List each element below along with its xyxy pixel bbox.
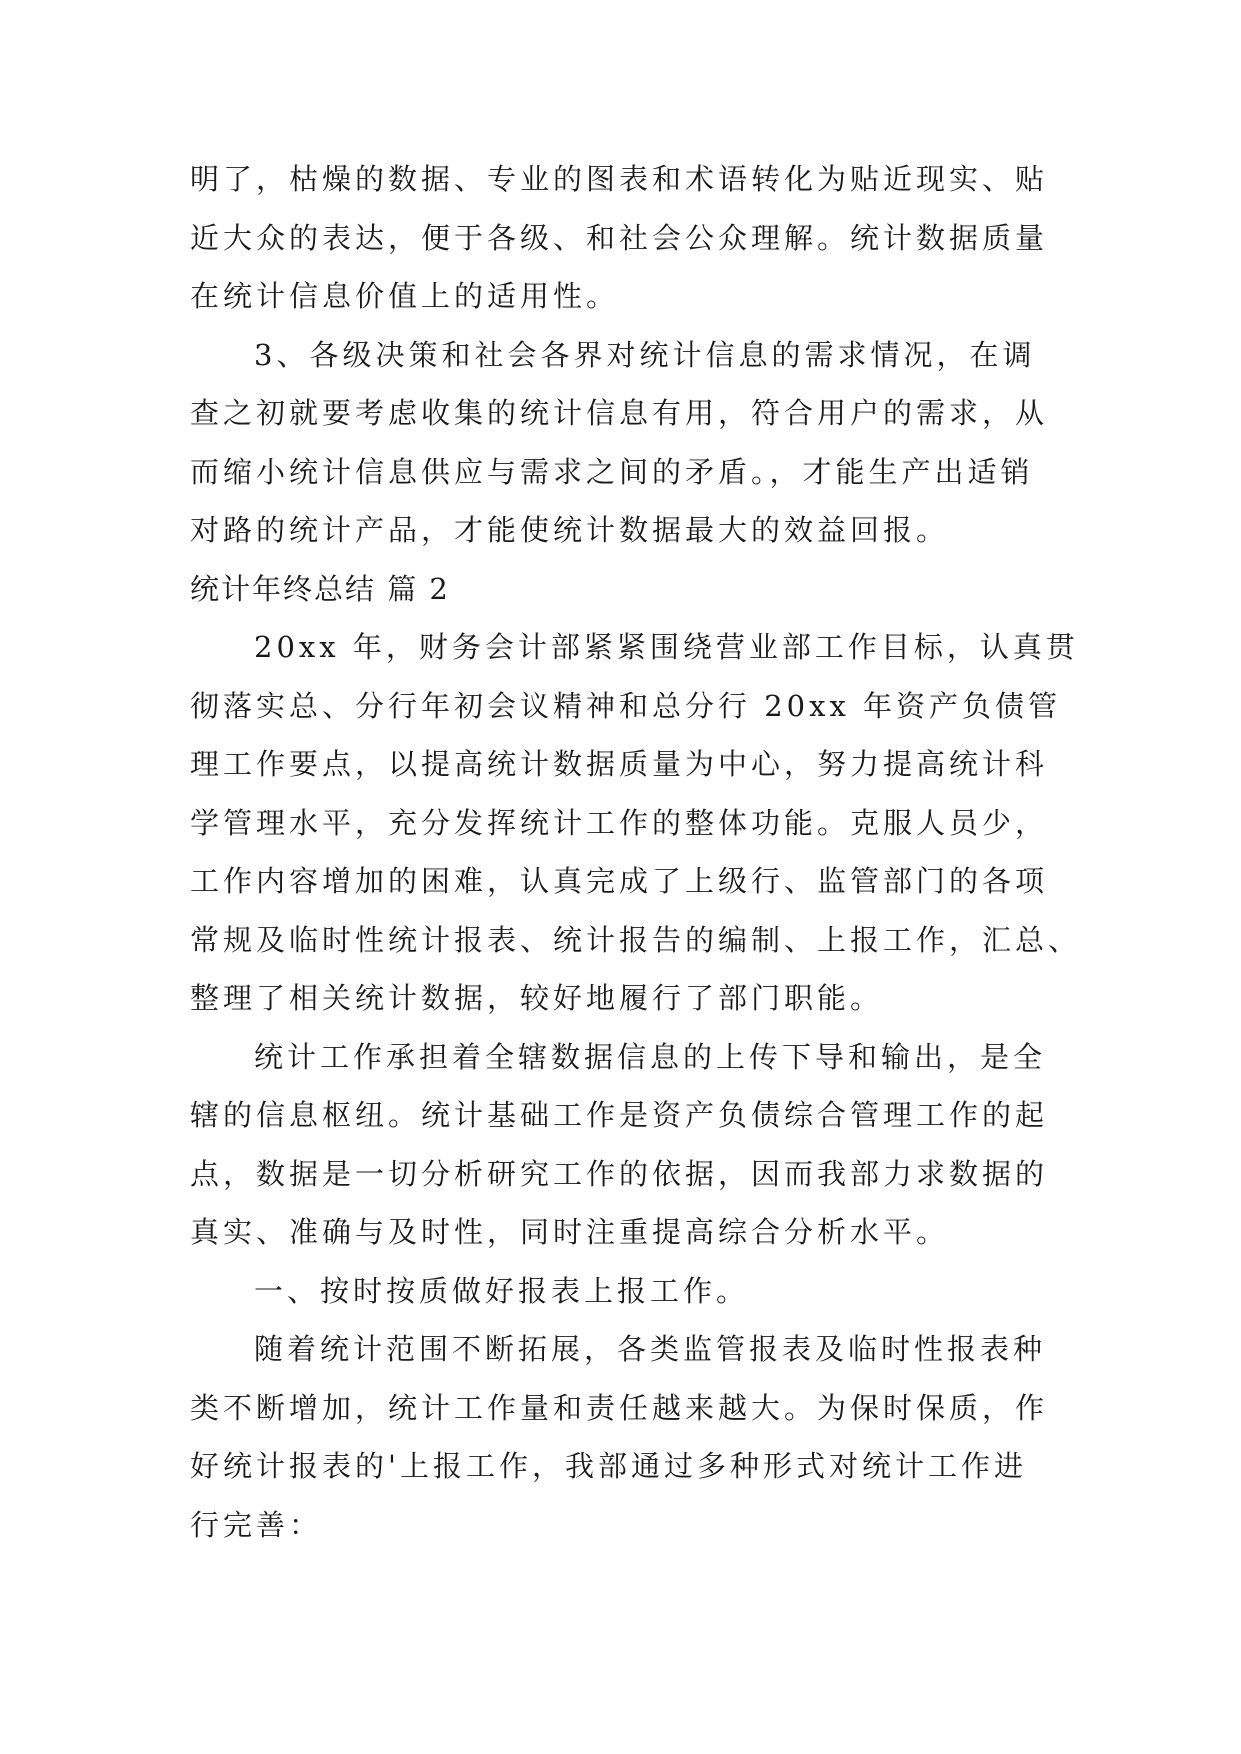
text-line: 近大众的表达，便于各级、和社会公众理解。统计数据质量: [190, 220, 1049, 255]
text-line: 辖的信息枢纽。统计基础工作是资产负债综合管理工作的起: [190, 1098, 1049, 1132]
text-line: 20xx 年，财务会计部紧紧围绕营业部工作目标，认真贯: [254, 630, 1079, 664]
text-line: 整理了相关统计数据，较好地履行了部门职能。: [190, 981, 884, 1015]
paragraph-intro: [190, 618, 1082, 1028]
text-line: 好统计报表的'上报工作，我部通过多种形式对统计工作进: [190, 1449, 1027, 1483]
text-line: 一、按时按质做好报表上报工作。: [254, 1273, 750, 1308]
document-body: [190, 150, 1082, 1554]
text-line: 行完善：: [190, 1507, 323, 1542]
text-line: 类不断增加，统计工作量和责任越来越大。为保时保质，作: [190, 1390, 1049, 1425]
text-line: 点，数据是一切分析研究工作的依据，因而我部力求数据的: [190, 1156, 1049, 1191]
paragraph-continuation: [190, 150, 1060, 326]
paragraph-subheading-one: [190, 1262, 1060, 1321]
section-heading-text: 统计年终总结 篇 2: [190, 571, 450, 606]
section-heading: [190, 560, 1060, 619]
text-line: 随着统计范围不断拓展，各类监管报表及临时性报表种: [254, 1332, 1047, 1366]
paragraph-statistics-role: [190, 1028, 1060, 1262]
text-line: 理工作要点，以提高统计数据质量为中心，努力提高统计科: [190, 747, 1049, 781]
text-line: 彻落实总、分行年初会议精神和总分行 20xx 年资产负债管: [190, 688, 1062, 723]
paragraph-item-3: [190, 326, 1060, 560]
paragraph-reporting: [190, 1320, 1060, 1554]
text-line: 而缩小统计信息供应与需求之间的矛盾。，才能生产出适销: [190, 454, 1034, 489]
text-line: 工作内容增加的困难，认真完成了上级行、监管部门的各项: [190, 864, 1049, 898]
text-line: 真实、准确与及时性，同时注重提高综合分析水平。: [190, 1215, 950, 1249]
text-line: 3、各级决策和社会各界对统计信息的需求情况，在调: [254, 337, 1036, 372]
text-line: 常规及临时性统计报表、统计报告的编制、上报工作，汇总、: [190, 922, 1082, 957]
text-line: 学管理水平，充分发挥统计工作的整体功能。克服人员少，: [190, 805, 1049, 840]
text-line: 明了，枯燥的数据、专业的图表和术语转化为贴近现实、贴: [190, 162, 1049, 196]
text-line: 统计工作承担着全辖数据信息的上传下导和输出，是全: [254, 1039, 1047, 1074]
text-line: 对路的统计产品，才能使统计数据最大的效益回报。: [190, 513, 950, 547]
text-line: 在统计信息价值上的适用性。: [190, 279, 620, 313]
text-line: 查之初就要考虑收集的统计信息有用，符合用户的需求，从: [190, 396, 1049, 430]
